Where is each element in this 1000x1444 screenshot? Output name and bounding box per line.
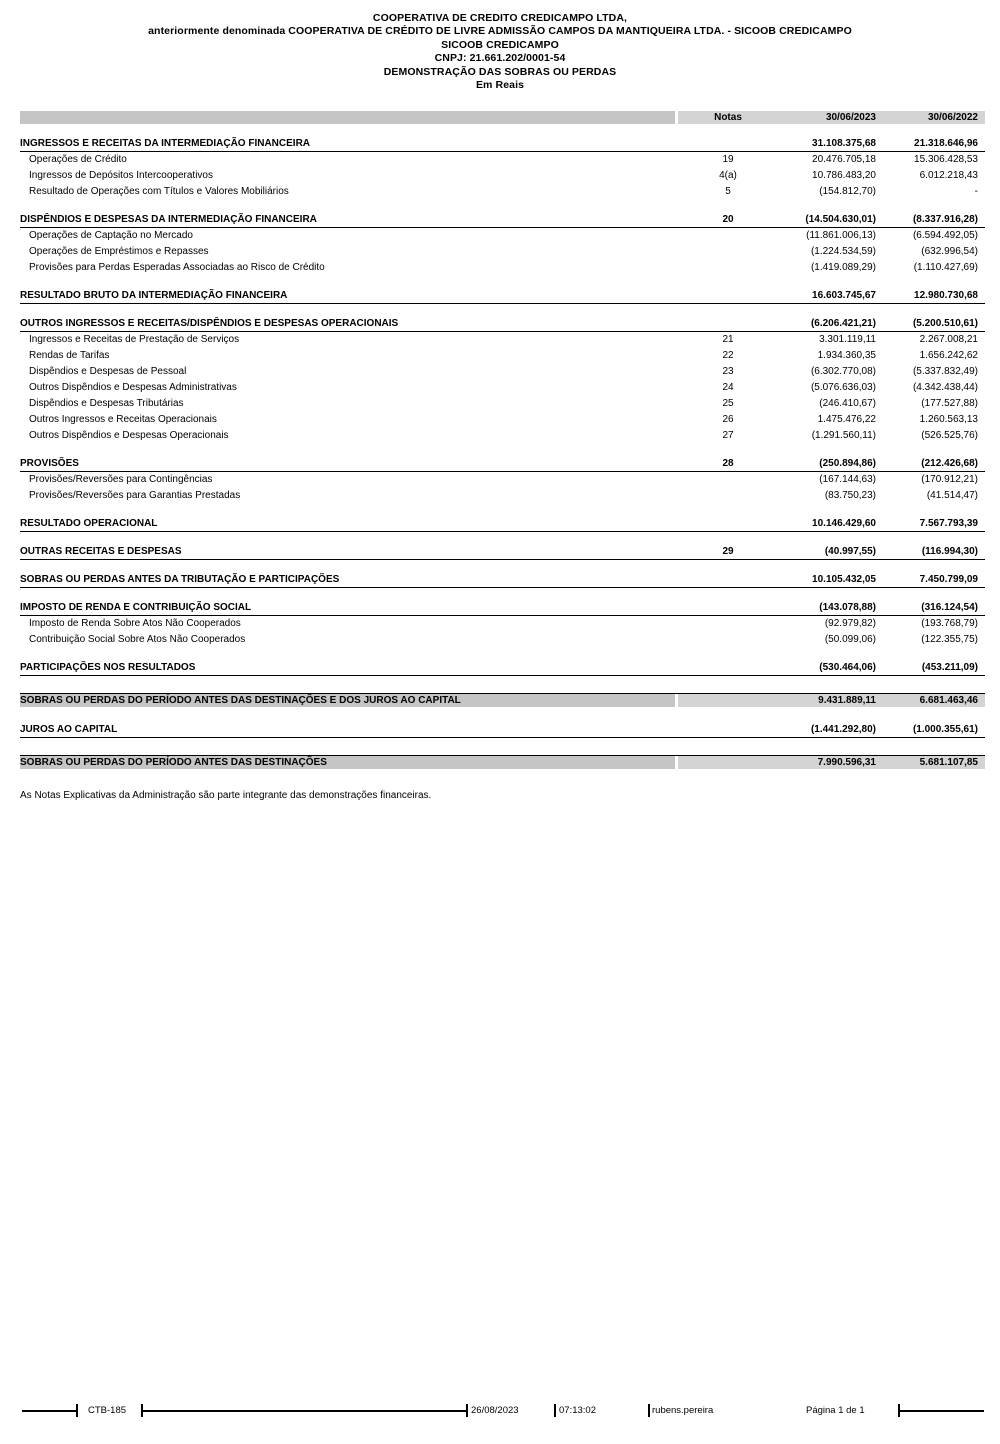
notas-cell bbox=[678, 616, 778, 632]
notas-cell: 24 bbox=[722, 382, 734, 393]
document-header bbox=[0, 12, 1000, 92]
notas-cell bbox=[678, 289, 778, 303]
former-name: anteriormente denominada COOPERATIVA DE CRÉDITO DE LIVRE ADMISSÃO CAMPOS DA MANTIQUEIRA LTDA. - SICOOB CREDICAMPO bbox=[148, 25, 852, 38]
value-2022-cell: (212.426,68) bbox=[921, 458, 978, 469]
notas-cell bbox=[675, 694, 778, 707]
value-2022-cell: (41.514,47) bbox=[926, 490, 978, 501]
table-body bbox=[20, 137, 985, 769]
footer-date: 26/08/2023 bbox=[471, 1405, 519, 1416]
notas-cell bbox=[678, 723, 778, 737]
row-label: Dispêndios e Despesas de Pessoal bbox=[29, 366, 187, 377]
row-label: SOBRAS OU PERDAS DO PERÍODO ANTES DAS DESTINAÇÕES E DOS JUROS AO CAPITAL bbox=[20, 694, 675, 707]
row-label: OUTROS INGRESSOS E RECEITAS/DISPÊNDIOS E DESPESAS OPERACIONAIS bbox=[20, 318, 399, 329]
notas-cell: 5 bbox=[725, 186, 731, 197]
footer-page-number: Página 1 de 1 bbox=[806, 1405, 865, 1416]
notas-cell: 26 bbox=[722, 414, 734, 425]
item-row bbox=[20, 228, 985, 244]
item-row bbox=[20, 348, 985, 364]
footer-tick bbox=[466, 1404, 468, 1417]
value-2022-cell: (526.525,76) bbox=[921, 430, 978, 441]
notas-cell: 20 bbox=[722, 214, 734, 225]
item-row bbox=[20, 260, 985, 276]
value-2023-cell: (14.504.630,01) bbox=[805, 214, 876, 225]
row-label: Provisões/Reversões para Garantias Prestadas bbox=[29, 490, 241, 501]
value-2022-cell: 1.656.242,62 bbox=[919, 350, 978, 361]
notas-cell bbox=[678, 472, 778, 488]
row-label: OUTRAS RECEITAS E DESPESAS bbox=[20, 546, 182, 557]
value-2023-cell: 10.146.429,60 bbox=[812, 518, 876, 529]
value-2023-cell: (246.410,67) bbox=[819, 398, 876, 409]
value-2022-cell: (453.211,09) bbox=[921, 662, 978, 673]
value-2022-cell: 7.567.793,39 bbox=[919, 518, 978, 529]
row-label: JUROS AO CAPITAL bbox=[20, 724, 118, 735]
footer-tick bbox=[648, 1404, 650, 1417]
currency-note: Em Reais bbox=[475, 79, 525, 92]
value-2022-cell: 15.306.428,53 bbox=[914, 154, 978, 165]
value-2023-cell: (1.291.560,11) bbox=[811, 430, 876, 441]
row-label: Ingressos e Receitas de Prestação de Serviços bbox=[29, 334, 240, 345]
row-label: Rendas de Tarifas bbox=[29, 350, 110, 361]
item-row bbox=[20, 168, 985, 184]
item-row bbox=[20, 244, 985, 260]
row-label: Imposto de Renda Sobre Atos Não Cooperados bbox=[29, 618, 241, 629]
value-2023-cell: (1.419.089,29) bbox=[810, 262, 876, 273]
column-header-2022: 30/06/2022 bbox=[878, 111, 985, 124]
section-row bbox=[20, 661, 985, 676]
value-2023-cell: 16.603.745,67 bbox=[812, 290, 876, 301]
value-2022-cell: (4.342.438,44) bbox=[912, 382, 978, 393]
value-2023-cell: 1.475.476,22 bbox=[817, 414, 876, 425]
value-2023-cell: 10.786.483,20 bbox=[812, 170, 876, 181]
item-row bbox=[20, 184, 985, 200]
value-2022-cell: (316.124,54) bbox=[921, 602, 978, 613]
section-row bbox=[20, 573, 985, 588]
footer-tick bbox=[554, 1404, 556, 1417]
total-row bbox=[20, 693, 985, 707]
row-label: SOBRAS OU PERDAS DO PERÍODO ANTES DAS DESTINAÇÕES bbox=[20, 756, 675, 769]
footer-line-middle bbox=[141, 1410, 467, 1412]
item-row bbox=[20, 472, 985, 488]
item-row bbox=[20, 332, 985, 348]
value-2022-cell: 12.980.730,68 bbox=[914, 290, 978, 301]
value-2022-cell: (170.912,21) bbox=[921, 474, 978, 485]
section-row bbox=[20, 317, 985, 332]
brand-name: SICOOB CREDICAMPO bbox=[441, 38, 559, 51]
footer-user: rubens.pereira bbox=[652, 1405, 714, 1416]
item-row bbox=[20, 428, 985, 444]
row-label: Operações de Crédito bbox=[29, 154, 127, 165]
item-row bbox=[20, 152, 985, 168]
notas-cell bbox=[678, 517, 778, 531]
notas-cell bbox=[678, 317, 778, 331]
row-label: PROVISÕES bbox=[20, 458, 79, 469]
notas-cell: 22 bbox=[722, 350, 734, 361]
value-2023-cell: (6.206.421,21) bbox=[810, 318, 876, 329]
row-label: SOBRAS OU PERDAS ANTES DA TRIBUTAÇÃO E PARTICIPAÇÕES bbox=[20, 574, 340, 585]
company-name: COOPERATIVA DE CREDITO CREDICAMPO LTDA, bbox=[372, 12, 628, 24]
value-2022-cell: (1.110.427,69) bbox=[913, 262, 978, 273]
item-row bbox=[20, 364, 985, 380]
item-row bbox=[20, 396, 985, 412]
value-2023-cell: (143.078,88) bbox=[819, 602, 876, 613]
footer-report-code: CTB-185 bbox=[88, 1405, 127, 1416]
footer-tick bbox=[76, 1404, 78, 1417]
value-2022-cell: 6.681.463,46 bbox=[878, 694, 985, 707]
item-row bbox=[20, 488, 985, 504]
value-2022-cell: 6.012.218,43 bbox=[919, 170, 978, 181]
value-2022-cell: (8.337.916,28) bbox=[912, 214, 978, 225]
value-2022-cell: (6.594.492,05) bbox=[912, 230, 978, 241]
value-2023-cell: (6.302.770,08) bbox=[810, 366, 876, 377]
value-2022-cell: (5.200.510,61) bbox=[912, 318, 978, 329]
row-label: PARTICIPAÇÕES NOS RESULTADOS bbox=[20, 662, 196, 673]
value-2023-cell: (167.144,63) bbox=[819, 474, 876, 485]
notas-cell bbox=[678, 137, 778, 151]
section-row bbox=[20, 289, 985, 304]
statement-title: DEMONSTRAÇÃO DAS SOBRAS OU PERDAS bbox=[383, 65, 617, 78]
value-2022-cell: 5.681.107,85 bbox=[878, 756, 985, 769]
notas-cell bbox=[678, 632, 778, 648]
value-2023-cell: (83.750,23) bbox=[824, 490, 876, 501]
row-label: DISPÊNDIOS E DESPESAS DA INTERMEDIAÇÃO FINANCEIRA bbox=[20, 214, 317, 225]
row-label: Outros Ingressos e Receitas Operacionais bbox=[29, 414, 217, 425]
value-2022-cell: (116.994,30) bbox=[921, 546, 978, 557]
statement-table bbox=[20, 111, 985, 801]
value-2023-cell: 7.990.596,31 bbox=[778, 756, 878, 769]
footer-time: 07:13:02 bbox=[559, 1405, 596, 1416]
notas-cell bbox=[678, 601, 778, 615]
column-header-notas: Notas bbox=[675, 111, 778, 124]
value-2023-cell: (92.979,82) bbox=[824, 618, 876, 629]
value-2022-cell: - bbox=[974, 186, 978, 197]
notas-cell bbox=[675, 756, 778, 769]
row-label: Provisões/Reversões para Contingências bbox=[29, 474, 213, 485]
row-label: RESULTADO OPERACIONAL bbox=[20, 518, 158, 529]
notas-cell bbox=[678, 228, 778, 244]
row-label: RESULTADO BRUTO DA INTERMEDIAÇÃO FINANCEIRA bbox=[20, 290, 288, 301]
value-2023-cell: (5.076.636,03) bbox=[810, 382, 876, 393]
notas-cell: 27 bbox=[722, 430, 734, 441]
item-row bbox=[20, 616, 985, 632]
value-2023-cell: 9.431.889,11 bbox=[778, 694, 878, 707]
row-label: Outros Dispêndios e Despesas Operacionais bbox=[29, 430, 229, 441]
row-label: Outros Dispêndios e Despesas Administrativas bbox=[29, 382, 237, 393]
notas-cell bbox=[678, 260, 778, 276]
notas-cell: 23 bbox=[722, 366, 734, 377]
column-header-row bbox=[20, 111, 985, 124]
notas-cell bbox=[678, 573, 778, 587]
row-label: Contribuição Social Sobre Atos Não Cooperados bbox=[29, 634, 246, 645]
value-2022-cell: 7.450.799,09 bbox=[919, 574, 978, 585]
section-row bbox=[20, 723, 985, 738]
value-2023-cell: (250.894,86) bbox=[819, 458, 876, 469]
value-2023-cell: (40.997,55) bbox=[824, 546, 876, 557]
footer-line-left bbox=[22, 1410, 76, 1412]
value-2023-cell: (530.464,06) bbox=[819, 662, 876, 673]
section-row bbox=[20, 517, 985, 532]
value-2023-cell: (50.099,06) bbox=[824, 634, 876, 645]
column-header-spacer bbox=[20, 111, 675, 124]
item-row bbox=[20, 412, 985, 428]
value-2022-cell: (1.000.355,61) bbox=[912, 724, 978, 735]
notas-cell: 4(a) bbox=[719, 170, 737, 181]
footnote: As Notas Explicativas da Administração são parte integrante das demonstrações financeiras. bbox=[20, 790, 432, 801]
value-2023-cell: (1.224.534,59) bbox=[810, 246, 876, 257]
notas-cell: 21 bbox=[722, 334, 734, 345]
notas-cell: 19 bbox=[722, 154, 734, 165]
section-row bbox=[20, 545, 985, 560]
section-row bbox=[20, 213, 985, 228]
value-2022-cell: 1.260.563,13 bbox=[919, 414, 978, 425]
value-2023-cell: 31.108.375,68 bbox=[812, 138, 876, 149]
value-2023-cell: (1.441.292,80) bbox=[810, 724, 876, 735]
value-2022-cell: (177.527,88) bbox=[921, 398, 978, 409]
notas-cell: 29 bbox=[722, 546, 734, 557]
notas-cell: 25 bbox=[722, 398, 734, 409]
notas-cell: 28 bbox=[722, 458, 734, 469]
row-label: INGRESSOS E RECEITAS DA INTERMEDIAÇÃO FINANCEIRA bbox=[20, 138, 311, 149]
notas-cell bbox=[678, 488, 778, 504]
item-row bbox=[20, 380, 985, 396]
value-2022-cell: 2.267.008,21 bbox=[919, 334, 978, 345]
notas-cell bbox=[678, 244, 778, 260]
section-row bbox=[20, 137, 985, 152]
value-2023-cell: 20.476.705,18 bbox=[812, 154, 876, 165]
footer-line-right bbox=[899, 1410, 984, 1412]
value-2023-cell: 1.934.360,35 bbox=[817, 350, 876, 361]
cnpj: CNPJ: 21.661.202/0001-54 bbox=[434, 52, 566, 65]
value-2023-cell: (11.861.006,13) bbox=[806, 230, 876, 241]
row-label: Operações de Empréstimos e Repasses bbox=[29, 246, 209, 257]
column-header-2023: 30/06/2023 bbox=[778, 111, 878, 124]
notas-cell bbox=[678, 661, 778, 675]
item-row bbox=[20, 632, 985, 648]
section-row bbox=[20, 457, 985, 472]
section-row bbox=[20, 601, 985, 616]
row-label: Dispêndios e Despesas Tributárias bbox=[29, 398, 184, 409]
value-2023-cell: (154.812,70) bbox=[819, 186, 876, 197]
value-2022-cell: (632.996,54) bbox=[921, 246, 978, 257]
total-row bbox=[20, 755, 985, 769]
value-2022-cell: (193.768,79) bbox=[921, 618, 978, 629]
row-label: IMPOSTO DE RENDA E CONTRIBUIÇÃO SOCIAL bbox=[20, 602, 252, 613]
value-2022-cell: (122.355,75) bbox=[921, 634, 978, 645]
value-2023-cell: 10.105.432,05 bbox=[812, 574, 876, 585]
row-label: Ingressos de Depósitos Intercooperativos bbox=[29, 170, 213, 181]
row-label: Resultado de Operações com Títulos e Valores Mobiliários bbox=[29, 186, 289, 197]
row-label: Operações de Captação no Mercado bbox=[29, 230, 193, 241]
value-2023-cell: 3.301.119,11 bbox=[819, 334, 876, 345]
value-2022-cell: 21.318.646,96 bbox=[914, 138, 978, 149]
row-label: Provisões para Perdas Esperadas Associadas ao Risco de Crédito bbox=[29, 262, 325, 273]
value-2022-cell: (5.337.832,49) bbox=[912, 366, 978, 377]
